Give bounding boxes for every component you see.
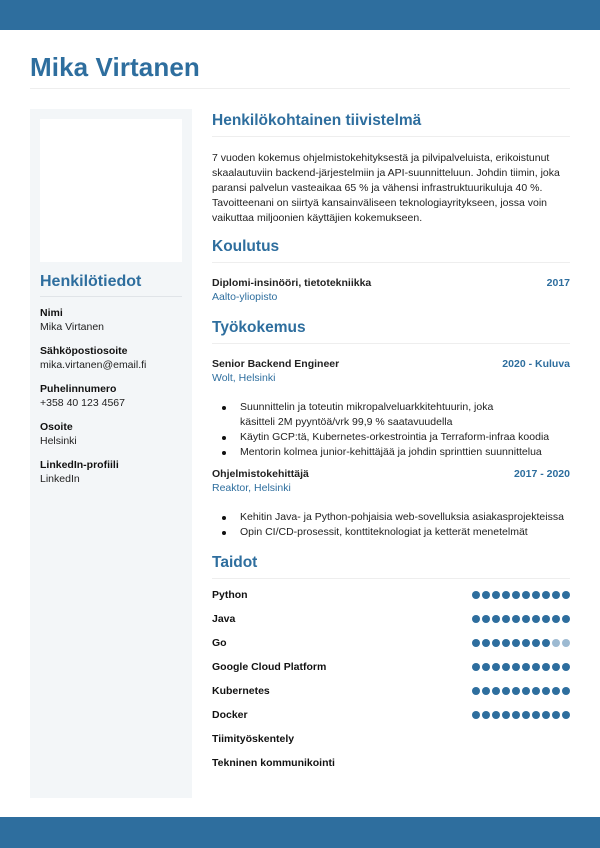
rating-dot-filled-icon	[522, 663, 530, 671]
rating-dot-filled-icon	[532, 615, 540, 623]
rating-dot-filled-icon	[552, 687, 560, 695]
skill-rating	[472, 687, 570, 695]
skill-row	[212, 679, 570, 703]
rating-dot-filled-icon	[472, 639, 480, 647]
rating-dot-filled-icon	[562, 591, 570, 599]
rating-dot-filled-icon	[552, 711, 560, 719]
info-value: Helsinki	[40, 435, 77, 447]
info-item-linkedin	[40, 458, 185, 486]
rating-dot-empty-icon	[552, 639, 560, 647]
rating-dot-filled-icon	[482, 663, 490, 671]
skill-name: Google Cloud Platform	[212, 661, 327, 673]
rating-dot-filled-icon	[502, 591, 510, 599]
section-divider	[212, 578, 570, 579]
skill-name: Tiimityöskentely	[212, 733, 295, 745]
footer-band	[0, 817, 600, 848]
rating-dot-filled-icon	[522, 615, 530, 623]
rating-dot-filled-icon	[502, 687, 510, 695]
skill-name: Python	[212, 589, 248, 601]
rating-dot-filled-icon	[532, 591, 540, 599]
rating-dot-filled-icon	[562, 711, 570, 719]
experience-entry	[212, 468, 570, 540]
profile-photo-placeholder	[40, 119, 182, 262]
job-role: Ohjelmistokehittäjä	[212, 468, 309, 480]
skill-row	[212, 583, 570, 607]
skill-rating	[472, 711, 570, 719]
rating-dot-filled-icon	[512, 639, 520, 647]
list-item: Mentorin kolmea junior-kehittäjää ja johdin sprinttien suunnittelua	[220, 445, 570, 460]
info-item-email	[40, 344, 185, 372]
info-label: Nimi	[40, 307, 63, 319]
rating-dot-filled-icon	[512, 687, 520, 695]
section-divider	[212, 262, 570, 263]
rating-dot-filled-icon	[542, 615, 550, 623]
achievement-list	[220, 400, 570, 460]
rating-dot-filled-icon	[492, 663, 500, 671]
rating-dot-filled-icon	[542, 591, 550, 599]
job-dates: 2020 - Kuluva	[502, 358, 570, 370]
rating-dot-filled-icon	[532, 687, 540, 695]
rating-dot-filled-icon	[532, 639, 540, 647]
rating-dot-filled-icon	[482, 615, 490, 623]
skill-name: Tekninen kommunikointi	[212, 757, 335, 769]
name-divider	[30, 88, 570, 89]
education-section	[212, 237, 570, 305]
rating-dot-filled-icon	[472, 663, 480, 671]
info-item-phone	[40, 382, 185, 410]
rating-dot-filled-icon	[562, 663, 570, 671]
experience-entry	[212, 358, 570, 460]
info-item-name	[40, 306, 185, 334]
company: Reaktor, Helsinki	[212, 482, 291, 494]
info-label: Sähköpostiosoite	[40, 345, 128, 357]
section-divider	[212, 343, 570, 344]
linkedin-link[interactable]: LinkedIn	[40, 473, 80, 485]
rating-dot-filled-icon	[532, 711, 540, 719]
sidebar	[30, 109, 192, 798]
rating-dot-filled-icon	[512, 615, 520, 623]
rating-dot-filled-icon	[482, 639, 490, 647]
rating-dot-filled-icon	[552, 663, 560, 671]
section-title: Koulutus	[212, 238, 280, 255]
experience-section	[212, 318, 570, 540]
rating-dot-filled-icon	[552, 615, 560, 623]
rating-dot-filled-icon	[492, 591, 500, 599]
email-link[interactable]: mika.virtanen@email.fi	[40, 359, 147, 371]
rating-dot-filled-icon	[502, 639, 510, 647]
school: Aalto-yliopisto	[212, 291, 278, 303]
rating-dot-filled-icon	[502, 711, 510, 719]
summary-section	[212, 109, 570, 226]
list-item: Opin CI/CD-prosessit, konttiteknologiat ja ketterät menetelmät	[220, 525, 570, 540]
rating-dot-filled-icon	[542, 639, 550, 647]
sidebar-divider	[40, 296, 182, 297]
job-role: Senior Backend Engineer	[212, 358, 340, 370]
education-entry	[212, 277, 570, 305]
skill-name: Go	[212, 637, 227, 649]
rating-dot-filled-icon	[502, 663, 510, 671]
rating-dot-filled-icon	[482, 711, 490, 719]
rating-dot-filled-icon	[492, 687, 500, 695]
rating-dot-filled-icon	[492, 639, 500, 647]
skill-row	[212, 751, 570, 775]
main-content	[212, 109, 570, 775]
skill-rating	[472, 591, 570, 599]
rating-dot-filled-icon	[522, 639, 530, 647]
info-label: Osoite	[40, 421, 73, 433]
list-item: Kehitin Java- ja Python-pohjaisia web-sovelluksia asiakasprojekteissa	[220, 510, 570, 525]
rating-dot-filled-icon	[512, 591, 520, 599]
rating-dot-filled-icon	[502, 615, 510, 623]
rating-dot-filled-icon	[472, 711, 480, 719]
skill-row	[212, 631, 570, 655]
rating-dot-filled-icon	[552, 591, 560, 599]
skill-row	[212, 655, 570, 679]
info-item-address	[40, 420, 185, 448]
skill-name: Docker	[212, 709, 248, 721]
rating-dot-filled-icon	[492, 711, 500, 719]
skill-rating	[472, 615, 570, 623]
skills-list	[212, 583, 570, 775]
info-label: Puhelinnumero	[40, 383, 117, 395]
skill-rating	[472, 639, 570, 647]
skill-name: Kubernetes	[212, 685, 270, 697]
candidate-name: Mika Virtanen	[30, 52, 200, 82]
rating-dot-filled-icon	[522, 687, 530, 695]
section-title: Työkokemus	[212, 319, 306, 336]
rating-dot-filled-icon	[512, 663, 520, 671]
rating-dot-filled-icon	[472, 687, 480, 695]
header-band	[0, 0, 600, 30]
rating-dot-filled-icon	[472, 615, 480, 623]
graduation-year: 2017	[546, 277, 570, 289]
section-divider	[212, 136, 570, 137]
degree: Diplomi-insinööri, tietotekniikka	[212, 277, 372, 289]
section-title: Taidot	[212, 554, 258, 571]
rating-dot-filled-icon	[542, 687, 550, 695]
rating-dot-filled-icon	[492, 615, 500, 623]
rating-dot-filled-icon	[522, 591, 530, 599]
rating-dot-filled-icon	[532, 663, 540, 671]
info-value: Mika Virtanen	[40, 321, 105, 333]
info-label: LinkedIn-profiili	[40, 459, 119, 471]
personal-info-title: Henkilötiedot	[40, 273, 142, 290]
rating-dot-filled-icon	[542, 663, 550, 671]
rating-dot-filled-icon	[512, 711, 520, 719]
summary-text: 7 vuoden kokemus ohjelmistokehityksestä ja pilvipalveluista, erikoistunut skaalautuviin backend-järjestelmiin ja API-suunnitteluun. Johdin tiimin, joka paransi palvelun vasteaikaa 65 % ja vähensi infrastruktuurikuluja 40 %. Tavoitteenani on siirtyä kansainväliseen teknologiayritykseen, jossa voin vaikuttaa miljoonien käyttäjien kokemukseen.	[212, 152, 560, 224]
rating-dot-filled-icon	[522, 711, 530, 719]
personal-info-list	[40, 306, 185, 496]
company: Wolt, Helsinki	[212, 372, 276, 384]
info-value: +358 40 123 4567	[40, 397, 125, 409]
rating-dot-filled-icon	[562, 687, 570, 695]
list-item: Käytin GCP:tä, Kubernetes-orkestrointia ja Terraform-infraa koodia	[220, 430, 570, 445]
list-item: Suunnittelin ja toteutin mikropalveluarkkitehtuurin, joka käsitteli 2M pyyntöä/vrk 99,9 % saatavuudella	[220, 400, 570, 430]
skill-name: Java	[212, 613, 236, 625]
section-title: Henkilökohtainen tiivistelmä	[212, 112, 422, 129]
rating-dot-filled-icon	[482, 591, 490, 599]
skill-row	[212, 703, 570, 727]
rating-dot-filled-icon	[472, 591, 480, 599]
achievement-list	[220, 510, 570, 540]
rating-dot-filled-icon	[562, 615, 570, 623]
rating-dot-filled-icon	[542, 711, 550, 719]
rating-dot-empty-icon	[562, 639, 570, 647]
rating-dot-filled-icon	[482, 687, 490, 695]
skill-rating	[472, 663, 570, 671]
skill-row	[212, 727, 570, 751]
skills-section	[212, 553, 570, 775]
job-dates: 2017 - 2020	[513, 468, 570, 480]
skill-row	[212, 607, 570, 631]
